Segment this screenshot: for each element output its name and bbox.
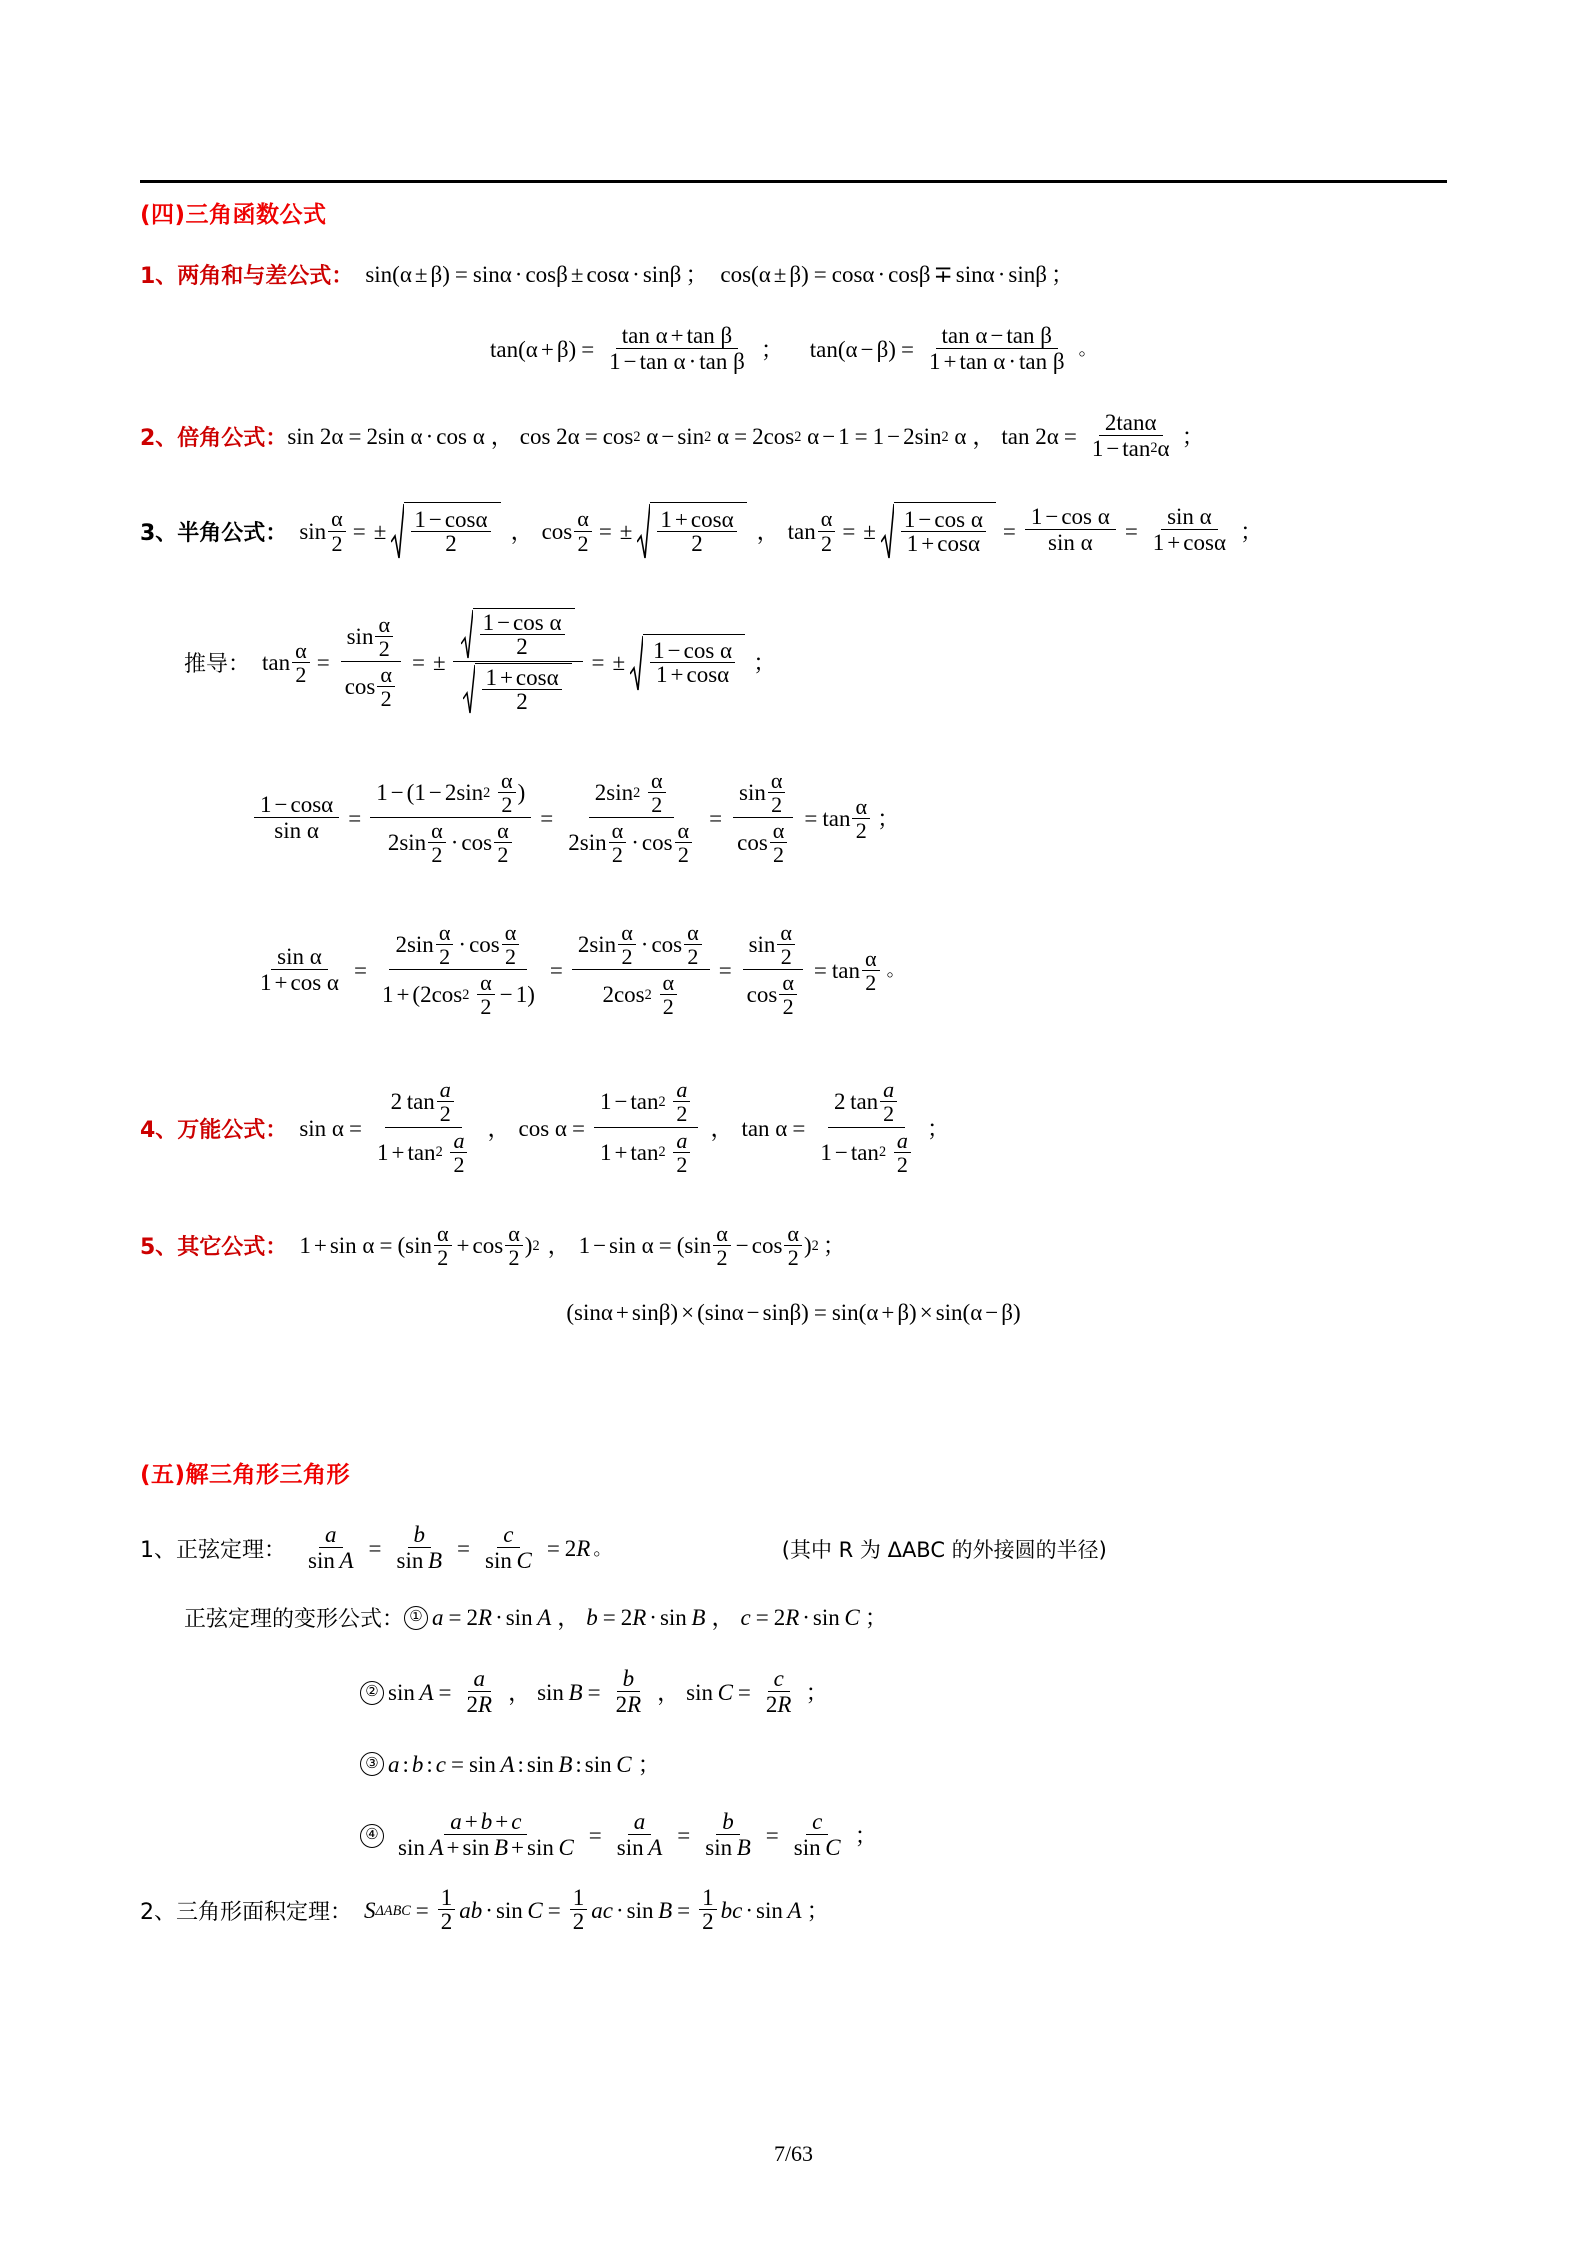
- formula-tan-half: tan $\frac{\alpha}{2}$ = ± 1 − cos α 1 + cosα = 1 − cos α sin α = sin α 1 + cosα ；: [788, 502, 1263, 560]
- formula-one-plus-sin: 1 + sin α = (sin $\frac{\alpha}{2}$ + cos $\frac{\alpha}{2}$ ) 2: [299, 1221, 540, 1271]
- formula-universal-sin: sin α = 2 tan a 2 1 + tan 2 a 2: [299, 1078, 479, 1178]
- colon-2: ：: [265, 426, 288, 451]
- label-universal: 4、万能公式: [140, 1117, 266, 1143]
- formula-one-minus-sin: 1 − sin α = (sin $\frac{\alpha}{2}$ − cos $\frac{\alpha}{2}$ ) 2 ；: [578, 1221, 846, 1271]
- formula-row-double-angle: [140, 411, 1447, 462]
- formula-sin-half: sin $\frac{\alpha}{2}$ = ± 1 − cosα 2: [299, 502, 502, 560]
- formula-row-other: [140, 1222, 1447, 1269]
- formula-row-tan-sum-difference: [140, 324, 1447, 375]
- formula-law-of-sines: a sin A = b sin B = c sin C = 2 R 。: [308, 1522, 612, 1574]
- derivation-row-2: [140, 769, 1447, 869]
- formula-row-law-of-sines: [140, 1523, 1447, 1574]
- formula-tan-2a: tan 2α = 2tanα 1 − tan 2 α ；: [1001, 409, 1205, 461]
- formula-cos-sum: cos(α ± β) = cosα · cosβ ∓ sinα · sinβ ；: [720, 262, 1074, 287]
- derivation-1-minus-cos-over-sin: 1 − cosα sin α = 1 − (1 − 2sin 2 α 2 ) 2sin α 2 · cos α 2 = 2sin 2 α 2 2sin α 2 · cos α 2 = sin α 2 cos α 2 = tan $\frac{\alpha}{2}$ ；: [250, 769, 900, 869]
- variants-row-1: [140, 1602, 1447, 1633]
- formula-tan-difference: tan(α − β) = tan α − tan β 1 + tan α · tan β 。: [809, 322, 1097, 374]
- formula-tan-sum: tan(α + β) = tan α + tan β 1 − tan α · tan β ；: [490, 322, 784, 374]
- variant-2: ② sin A = a 2 R ， sin B = b 2 R ， sin C = c 2 R ；: [360, 1667, 828, 1718]
- colon-4: ：: [265, 1117, 288, 1143]
- colon-7: ：: [330, 1900, 353, 1926]
- comma-7: ，: [547, 1233, 571, 1259]
- formula-row-universal: [140, 1078, 1447, 1178]
- variant-1: ① a = 2 R · sin A ， b = 2 R · sin B ， c = 2 R · sin C ；: [404, 1606, 888, 1630]
- label-double-angle: 2、倍角公式: [140, 426, 266, 451]
- header-rule: [140, 180, 1447, 183]
- derivation-sin-over-1-plus-cos: sin α 1 + cos α = 2sin α 2 · cos α 2 1 + (2cos 2 α 2 − 1) = 2sin α 2 · cos α 2 2cos 2 α 2 = sin α 2 cos α 2 = tan $\frac{\alpha}{2}$ 。: [260, 919, 905, 1020]
- label-law-of-sines: 1、正弦定理: [140, 1538, 264, 1564]
- page-content: [140, 0, 1447, 1934]
- comma-1: ，: [490, 424, 514, 449]
- colon-3: ：: [265, 520, 288, 546]
- derivation-tan-half: tan $\frac{\alpha}{2}$ = sin α 2 cos α 2 = ± 1 − cos α 2 1 + cosα 2 = ± 1 − cos α 1 + cosα ；: [262, 608, 776, 717]
- formula-cos-half: cos $\frac{\alpha}{2}$ = ± 1 + cosα 2: [542, 502, 749, 560]
- formula-sin-2a: sin 2α = 2sin α · cos α: [287, 424, 485, 449]
- comma-2: ，: [972, 424, 996, 449]
- circled-number-2: ②: [360, 1681, 384, 1705]
- section-heading-trig-formulas: (四)三角函数公式: [140, 202, 327, 228]
- variant-4: ④ a + b + c sin A + sin B + sin C = a sin A = b sin B = c sin C ；: [360, 1810, 878, 1861]
- colon-5: ：: [265, 1235, 288, 1261]
- derivation-row-3: [140, 921, 1447, 1021]
- colon-6: ：: [264, 1538, 287, 1564]
- formula-universal-tan: tan α = 2 tan a 2 1 − tan 2 a 2 ；: [741, 1077, 950, 1177]
- formula-cos-2a: cos 2α = cos 2 α − sin 2 α = 2cos 2 α − 1 = 1 − 2sin 2 α: [519, 424, 967, 449]
- formula-row-half-angle: [140, 502, 1447, 560]
- formula-row-sum-difference: [140, 259, 1447, 290]
- circled-number-1: ①: [404, 1606, 428, 1630]
- page-number: 7/63: [773, 2141, 814, 2166]
- label-derivation: 推导: [184, 652, 229, 677]
- colon-1: ：: [331, 264, 354, 289]
- circled-number-3: ③: [360, 1752, 384, 1776]
- formula-row-product-difference: [140, 1301, 1447, 1324]
- formula-universal-cos: cos α = 1 − tan 2 a 2 1 + tan 2 a 2: [518, 1078, 702, 1178]
- label-other: 5、其它公式: [140, 1235, 266, 1261]
- variants-row-4: [140, 1810, 1447, 1861]
- label-law-of-sines-variants: 正弦定理的变形公式：: [184, 1607, 405, 1633]
- variant-3: ③ a : b : c = sin A : sin B : sin C ；: [360, 1752, 661, 1776]
- variants-row-2: [140, 1667, 1447, 1718]
- comma-4: ，: [756, 518, 780, 544]
- label-triangle-area: 2、三角形面积定理: [140, 1900, 330, 1926]
- formula-sin-product-difference: (sinα + sinβ) × (sinα − sinβ) = sin(α + β) × sin(α − β): [566, 1300, 1021, 1326]
- comma-6: ，: [710, 1115, 734, 1141]
- circled-number-4: ④: [360, 1824, 384, 1848]
- comma-3: ，: [510, 518, 534, 544]
- note-circumradius: (其中 R 为 ΔABC 的外接圆的半径): [781, 1537, 1107, 1562]
- derivation-row-1: [140, 608, 1447, 717]
- colon-derivation: ：: [228, 652, 251, 677]
- label-half-angle: 3、半角公式: [140, 520, 266, 546]
- formula-row-triangle-area: [140, 1887, 1447, 1934]
- formula-triangle-area: S ΔABC = $\frac{1}{2}$ ab · sin C = $\frac{1}{2}$ ac · sin B = $\frac{1}{2}$ bc · sin A ；: [364, 1885, 830, 1935]
- label-sum-difference: 1、两角和与差公式: [140, 264, 332, 289]
- section-heading-solving-triangles: (五)解三角形三角形: [140, 1462, 351, 1489]
- formula-sin-sum: sin(α ± β) = sinα · cosβ ± cosα · sinβ ；: [365, 262, 709, 287]
- variants-row-3: [140, 1752, 1447, 1776]
- comma-5: ，: [487, 1115, 511, 1141]
